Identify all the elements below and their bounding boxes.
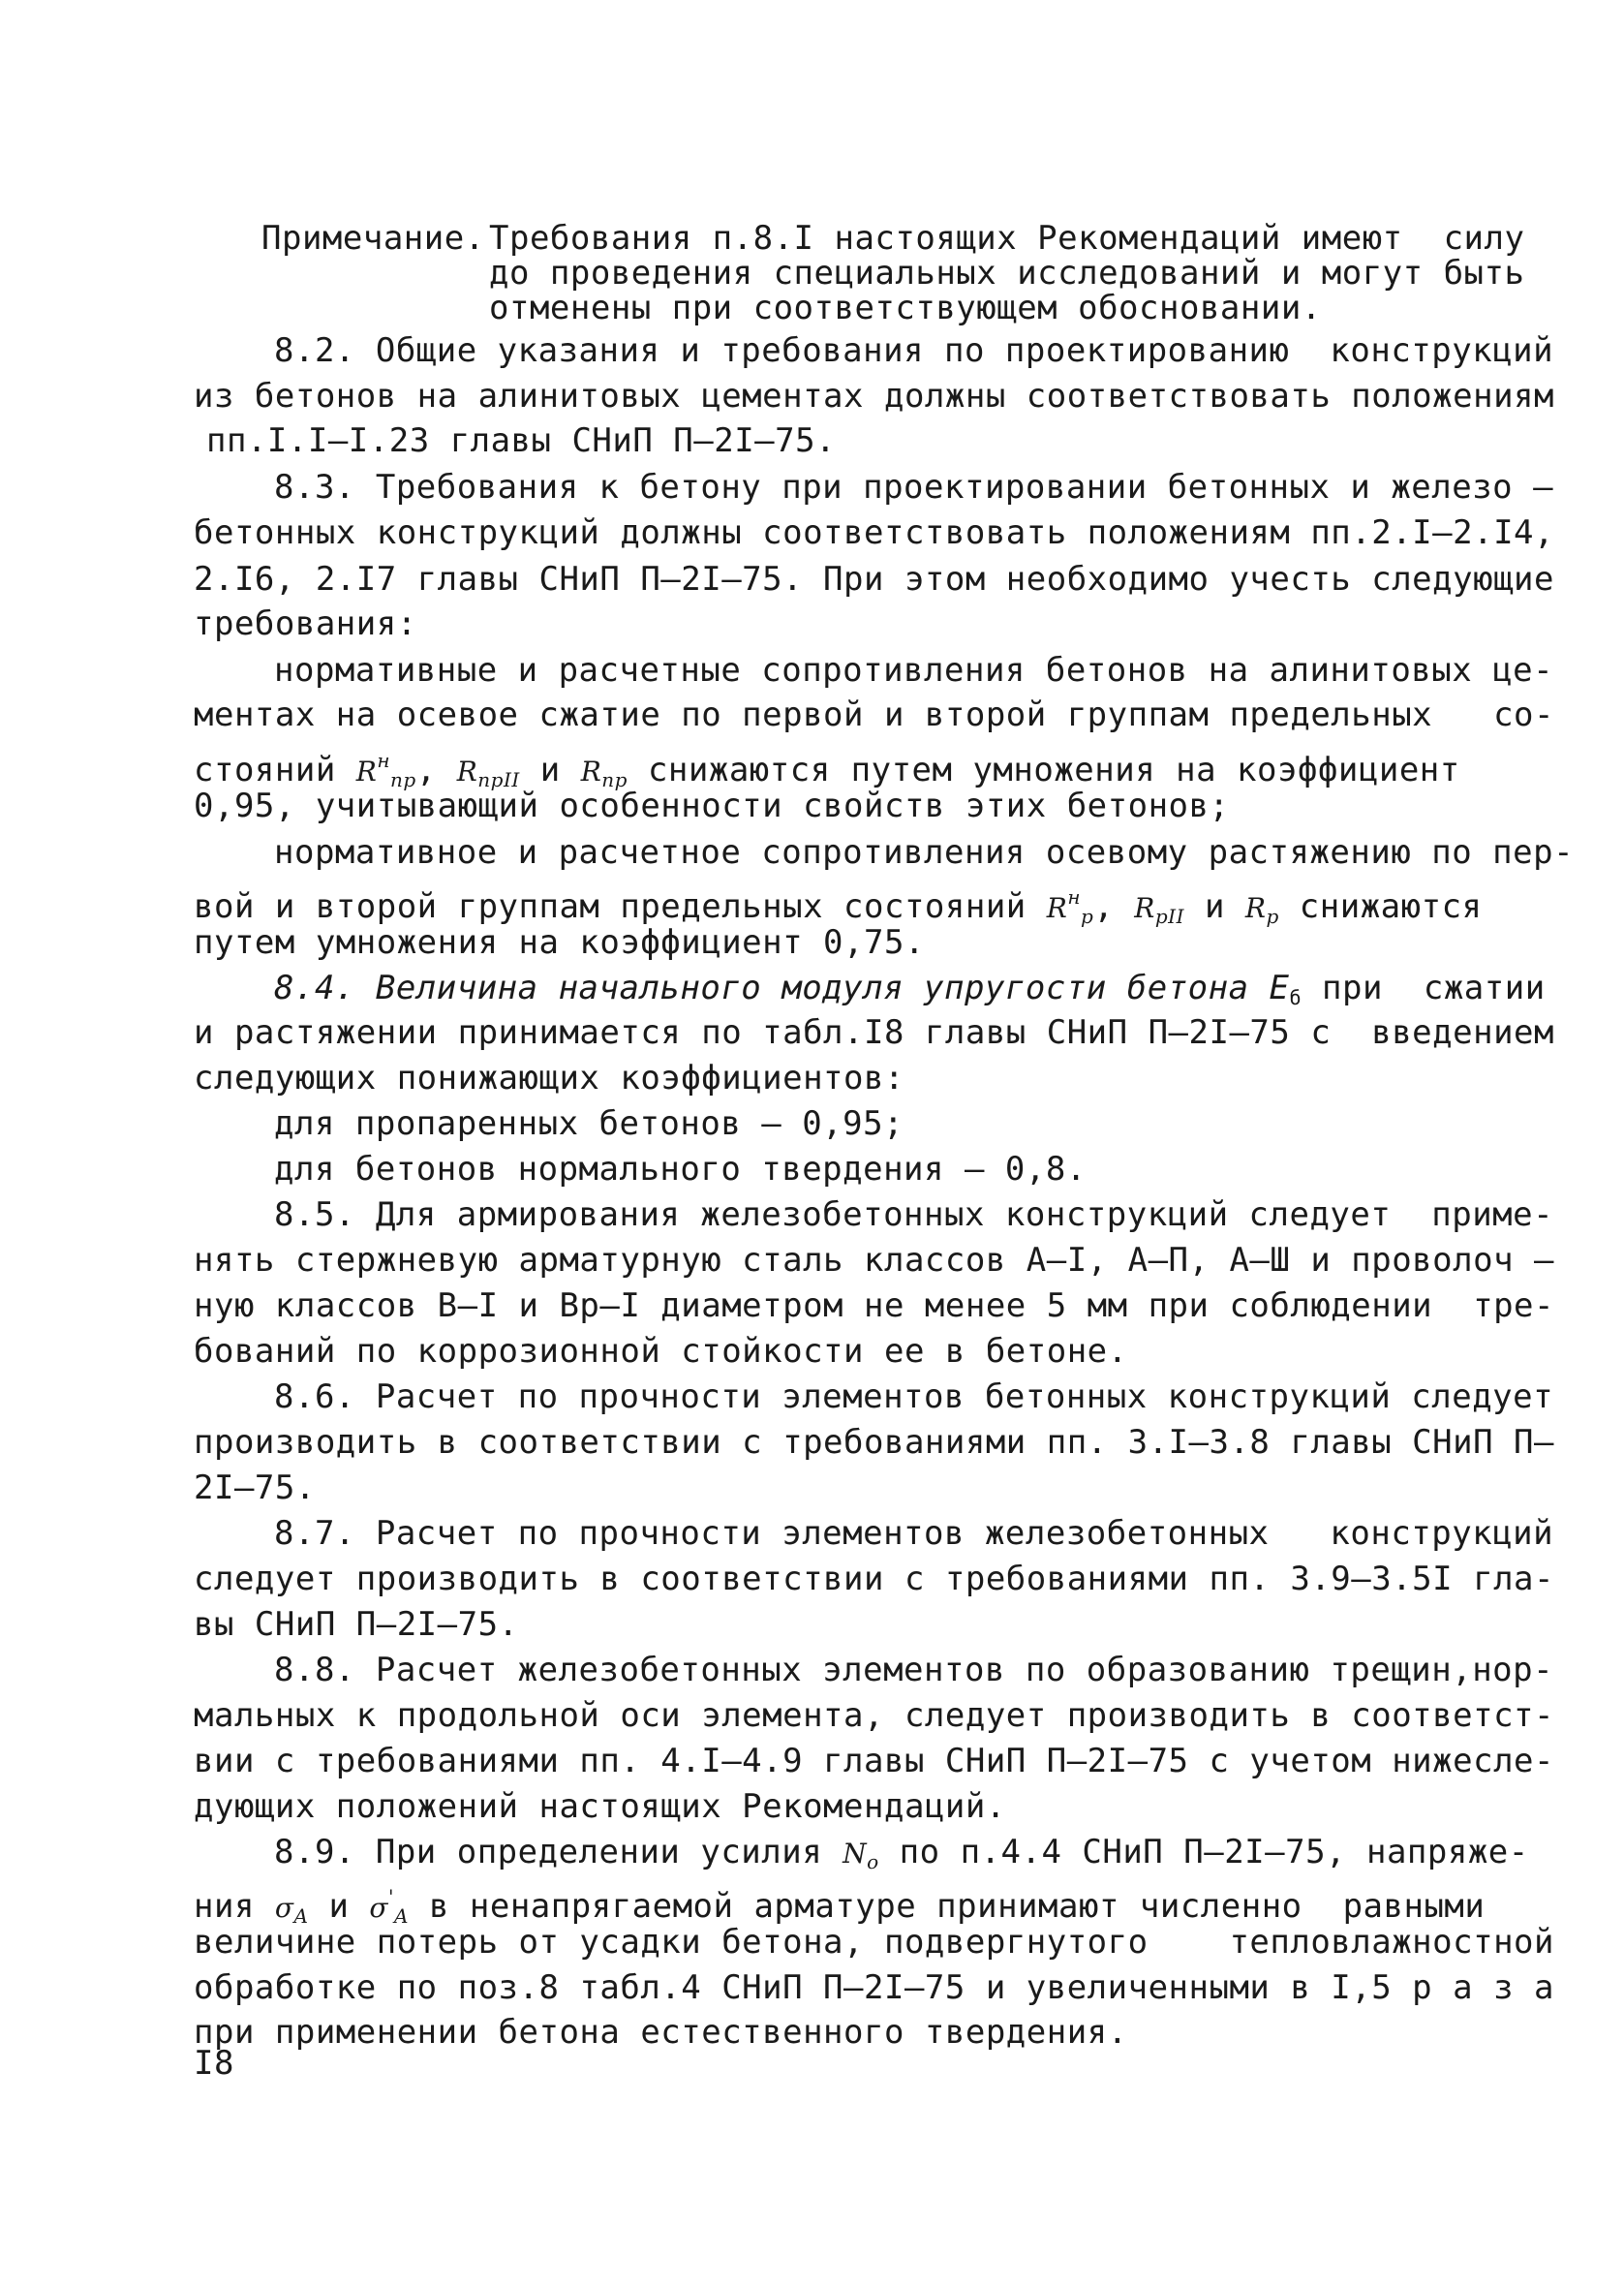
- p86-line-2: производить в соответствии с требованиями пп. 3.I–3.8 главы СНиП П–: [194, 1423, 1554, 1462]
- p87-line-3: вы СНиП П–2I–75.: [194, 1605, 519, 1644]
- p83-line-6: ментах на осевое сжатие по первой и второй группам предельных со-: [194, 696, 1554, 734]
- symbol-sigma-a-prime: $\sigma'_A$: [369, 1885, 409, 1928]
- symbol-r-pr: $R_{пр}$: [580, 756, 628, 791]
- p88-line-2: мальных к продольной оси элемента, следует производить в соответст-: [194, 1696, 1554, 1735]
- symbol-r-p: $R_р$: [1244, 892, 1279, 928]
- symbol-n-o: $N_o$: [843, 1838, 879, 1873]
- note-line-3: отменены при соответствующем обосновании.: [489, 289, 1322, 327]
- note-label: Примечание.: [261, 219, 485, 258]
- p87-line-2: следует производить в соответствии с требованиями пп. 3.9–3.5I гла-: [194, 1560, 1554, 1598]
- p83-line-4: требования:: [194, 604, 417, 643]
- p86-line-1: 8.6. Расчет по прочности элементов бетонных конструкций следует: [274, 1377, 1554, 1416]
- symbol-r-pr-ii: $R_{прII}$: [456, 756, 520, 791]
- p83-line-9: нормативное и расчетное сопротивления осевому растяжению по пер-: [274, 833, 1575, 872]
- symbol-r-p-n: $R^н_р$: [1046, 885, 1094, 928]
- p83-line-5: нормативные и расчетные сопротивления бетонов на алинитовых це-: [274, 651, 1554, 690]
- p85-line-1: 8.5. Для армирования железобетонных конструкций следует приме-: [274, 1195, 1554, 1234]
- p83-line-1: 8.3. Требования к бетону при проектировании бетонных и железо –: [274, 468, 1554, 507]
- p83-line-10: вой и второй группам предельных состояний $R^н_р$, $R_{рII}$ и $R_р$ снижаются: [194, 885, 1483, 928]
- p84-line-1: 8.4. Величина начального модуля упругости бетона $Е_б$ при сжатии: [274, 969, 1546, 1009]
- p85-line-4: бований по коррозионной стойкости ее в бетоне.: [194, 1332, 1128, 1371]
- p89-line-5: при применении бетона естественного твердения.: [194, 2013, 1128, 2052]
- p82-line-2: из бетонов на алинитовых цементах должны соответствовать положениям: [194, 377, 1554, 416]
- p89-line-4: обработке по поз.8 табл.4 СНиП П–2I–75 и увеличенными в I,5 р а з а: [194, 1968, 1554, 2007]
- p89-line-3: величине потерь от усадки бетона, подвергнутого тепловлажностной: [194, 1923, 1554, 1962]
- page-number: I8: [194, 2044, 234, 2083]
- note-line-1: Требования п.8.I настоящих Рекомендаций имеют силу: [489, 219, 1525, 258]
- symbol-r-p-ii: $R_{рII}$: [1134, 892, 1184, 928]
- p87-line-1: 8.7. Расчет по прочности элементов железобетонных конструкций: [274, 1514, 1554, 1553]
- note-line-2: до проведения специальных исследований и могут быть: [489, 254, 1525, 293]
- p86-line-3: 2I–75.: [194, 1469, 316, 1507]
- p82-line-3: пп.I.I–I.23 главы СНиП П–2I–75.: [206, 421, 837, 460]
- p88-line-4: дующих положений настоящих Рекомендаций.: [194, 1787, 1006, 1826]
- p85-line-3: ную классов В–I и Вр–I диаметром не менее 5 мм при соблюдении тре-: [194, 1286, 1554, 1325]
- p83-line-8: 0,95, учитывающий особенности свойств этих бетонов;: [194, 787, 1230, 825]
- p89-line-1: 8.9. При определении усилия $N_o$ по п.4.4 СНиП П–2I–75, напряже-: [274, 1833, 1529, 1873]
- p83-line-3: 2.I6, 2.I7 главы СНиП П–2I–75. При этом необходимо учесть следующие: [194, 560, 1554, 599]
- p84-line-5: для бетонов нормального твердения – 0,8.: [274, 1150, 1087, 1189]
- p83-line-7: стояний $R^н_{пр}$, $R_{прII}$ и $R_{пр}$ снижаются путем умножения на коэффициент: [194, 749, 1460, 791]
- symbol-sigma-a: $\sigma_A$: [274, 1892, 309, 1928]
- p83-line-11: путем умножения на коэффициент 0,75.: [194, 923, 925, 962]
- p82-line-1: 8.2. Общие указания и требования по проектированию конструкций: [274, 331, 1554, 370]
- p89-line-2: ния $\sigma_A$ и $\sigma'_A$ в ненапрягаемой арматуре принимают численно равными: [194, 1885, 1486, 1928]
- p83-line-2: бетонных конструкций должны соответствовать положениям пп.2.I–2.I4,: [194, 513, 1554, 552]
- p88-line-3: вии с требованиями пп. 4.I–4.9 главы СНиП П–2I–75 с учетом нижесле-: [194, 1742, 1554, 1780]
- p88-line-1: 8.8. Расчет железобетонных элементов по образованию трещин,нор-: [274, 1651, 1554, 1689]
- p84-line-4: для пропаренных бетонов – 0,95;: [274, 1104, 904, 1143]
- symbol-r-pr-n: $R^н_{пр}$: [355, 749, 416, 791]
- p84-line-3: следующих понижающих коэффициентов:: [194, 1059, 904, 1098]
- p84-line-2: и растяжении принимается по табл.I8 главы СНиП П–2I–75 с введением: [194, 1013, 1554, 1052]
- p85-line-2: нять стержневую арматурную сталь классов А–I, А–П, А–Ш и проволоч –: [194, 1241, 1554, 1280]
